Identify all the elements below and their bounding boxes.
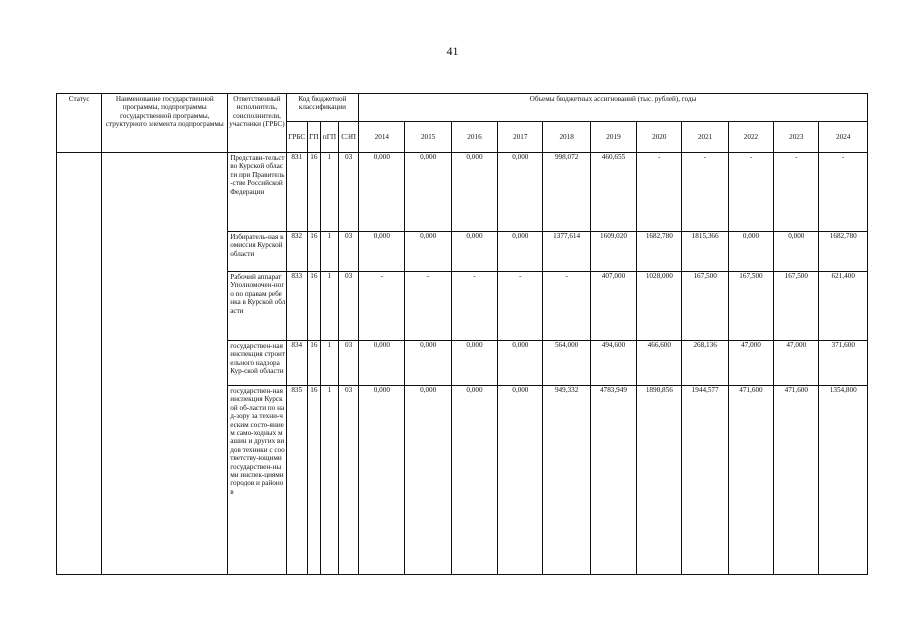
value-cell: 268,136 xyxy=(682,341,728,386)
value-cell: 0,000 xyxy=(405,341,451,386)
pgp-cell: 1 xyxy=(320,232,338,272)
value-cell: 167,500 xyxy=(774,272,819,341)
value-cell: 0,000 xyxy=(774,232,819,272)
header-year: 2016 xyxy=(451,122,497,153)
header-year: 2024 xyxy=(819,122,868,153)
value-cell: 0,000 xyxy=(405,232,451,272)
executor-cell: государствен-ная инспекция Курской об-ласти по над-зору за техни-ческим состо-янием само-ходных машин и других видов техники с соответству-ющими государствен-ными инспек-циями городов и районов xyxy=(228,386,286,575)
table-row xyxy=(57,153,868,232)
value-cell: 0,000 xyxy=(498,232,543,272)
page-number: 41 xyxy=(446,44,459,58)
value-cell: 0,000 xyxy=(451,341,497,386)
gp-cell: 16 xyxy=(307,272,320,341)
value-cell: 0,000 xyxy=(405,386,451,575)
header-budget-code: Код бюджетной классификации xyxy=(286,94,359,122)
value-cell: 0,000 xyxy=(451,153,497,232)
header-year: 2021 xyxy=(682,122,728,153)
header-year: 2022 xyxy=(728,122,773,153)
name-cell xyxy=(102,153,228,575)
value-cell: 0,000 xyxy=(451,232,497,272)
value-cell: 0,000 xyxy=(359,386,405,575)
value-cell: - xyxy=(728,153,773,232)
sep-cell: 03 xyxy=(339,153,359,232)
grbs-cell: 833 xyxy=(286,272,307,341)
value-cell: 167,500 xyxy=(682,272,728,341)
value-cell: - xyxy=(451,272,497,341)
sep-cell: 03 xyxy=(339,341,359,386)
value-cell: 4783,949 xyxy=(590,386,636,575)
gp-cell: 16 xyxy=(307,153,320,232)
budget-table-container xyxy=(56,93,868,575)
value-cell: 0,000 xyxy=(498,153,543,232)
value-cell: - xyxy=(819,153,868,232)
value-cell: 564,000 xyxy=(543,341,590,386)
value-cell: 371,600 xyxy=(819,341,868,386)
value-cell: 949,332 xyxy=(543,386,590,575)
executor-cell: Рабочий аппарат Уполномочен-ного по правам ребенка в Курской области xyxy=(228,272,286,341)
executor-cell: Избиратель-ная комиссия Курской области xyxy=(228,232,286,272)
pgp-cell: 1 xyxy=(320,386,338,575)
value-cell: - xyxy=(405,272,451,341)
header-row-1 xyxy=(57,94,868,122)
value-cell: 1609,020 xyxy=(590,232,636,272)
value-cell: 494,600 xyxy=(590,341,636,386)
value-cell: - xyxy=(682,153,728,232)
header-status: Статус xyxy=(57,94,102,153)
value-cell: 1682,780 xyxy=(819,232,868,272)
header-year: 2017 xyxy=(498,122,543,153)
header-volumes: Объемы бюджетных ассигнований (тыс. рублей), годы xyxy=(359,94,868,122)
value-cell: - xyxy=(543,272,590,341)
header-year: 2023 xyxy=(774,122,819,153)
value-cell: - xyxy=(498,272,543,341)
value-cell: - xyxy=(774,153,819,232)
value-cell: 466,600 xyxy=(637,341,682,386)
value-cell: 1890,856 xyxy=(637,386,682,575)
value-cell: 0,000 xyxy=(498,341,543,386)
header-year: 2018 xyxy=(543,122,590,153)
value-cell: 1815,366 xyxy=(682,232,728,272)
value-cell: 1944,577 xyxy=(682,386,728,575)
value-cell: 1354,800 xyxy=(819,386,868,575)
value-cell: 0,000 xyxy=(405,153,451,232)
value-cell: 0,000 xyxy=(451,386,497,575)
header-gp: ГП xyxy=(307,122,320,153)
value-cell: 1028,000 xyxy=(637,272,682,341)
value-cell: 460,655 xyxy=(590,153,636,232)
value-cell: 621,400 xyxy=(819,272,868,341)
header-name: Наименование государственной программы, подпрограммы государственной программы, структурного элемента подпрограммы xyxy=(102,94,228,153)
header-year: 2015 xyxy=(405,122,451,153)
header-executor: Ответственный исполнитель, соисполнители, участники (ГРБС) xyxy=(228,94,286,153)
header-grbs: ГРБС xyxy=(286,122,307,153)
value-cell: 47,000 xyxy=(774,341,819,386)
pgp-cell: 1 xyxy=(320,272,338,341)
value-cell: 0,000 xyxy=(728,232,773,272)
header-sep: СЭП xyxy=(339,122,359,153)
value-cell: 0,000 xyxy=(359,153,405,232)
gp-cell: 16 xyxy=(307,341,320,386)
header-year: 2020 xyxy=(637,122,682,153)
budget-table xyxy=(56,93,868,575)
status-cell xyxy=(57,153,102,575)
value-cell: 0,000 xyxy=(498,386,543,575)
value-cell: 407,000 xyxy=(590,272,636,341)
header-year: 2019 xyxy=(590,122,636,153)
value-cell: 471,600 xyxy=(774,386,819,575)
value-cell: 1377,614 xyxy=(543,232,590,272)
pgp-cell: 1 xyxy=(320,153,338,232)
value-cell: 0,000 xyxy=(359,341,405,386)
value-cell: 0,000 xyxy=(359,232,405,272)
pgp-cell: 1 xyxy=(320,341,338,386)
gp-cell: 16 xyxy=(307,232,320,272)
value-cell: - xyxy=(359,272,405,341)
value-cell: 167,500 xyxy=(728,272,773,341)
grbs-cell: 832 xyxy=(286,232,307,272)
value-cell: 998,072 xyxy=(543,153,590,232)
value-cell: - xyxy=(637,153,682,232)
executor-cell: государствен-ная инспекция строительного надзора Кур-ской области xyxy=(228,341,286,386)
gp-cell: 16 xyxy=(307,386,320,575)
sep-cell: 03 xyxy=(339,272,359,341)
sep-cell: 03 xyxy=(339,386,359,575)
grbs-cell: 831 xyxy=(286,153,307,232)
grbs-cell: 834 xyxy=(286,341,307,386)
value-cell: 471,600 xyxy=(728,386,773,575)
grbs-cell: 835 xyxy=(286,386,307,575)
header-pgp: пГП xyxy=(320,122,338,153)
sep-cell: 03 xyxy=(339,232,359,272)
value-cell: 47,000 xyxy=(728,341,773,386)
executor-cell: Представи-тельство Курской области при Правитель-стве Российской Федерации xyxy=(228,153,286,232)
value-cell: 1682,780 xyxy=(637,232,682,272)
header-year: 2014 xyxy=(359,122,405,153)
